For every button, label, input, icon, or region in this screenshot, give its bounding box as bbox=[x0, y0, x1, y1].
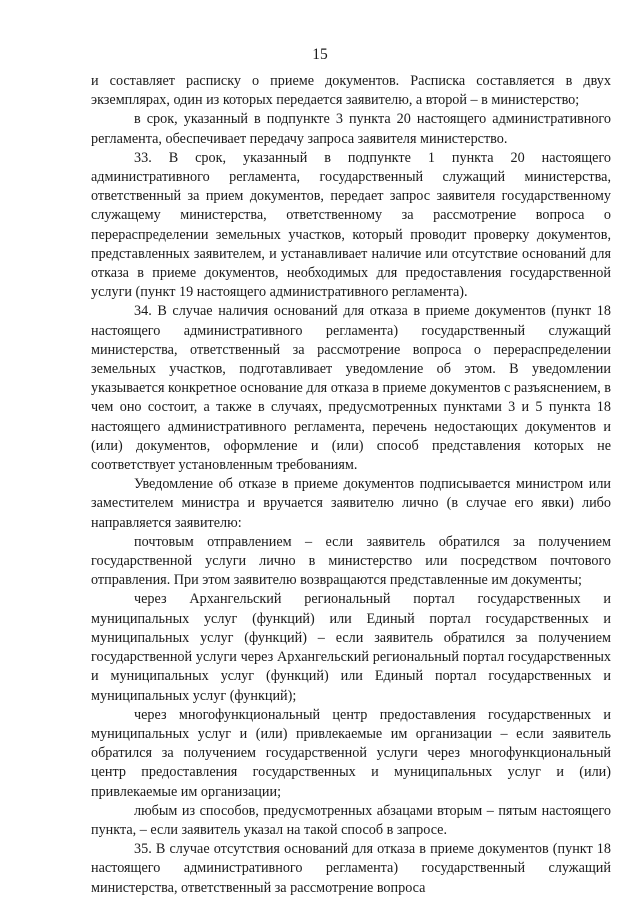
paragraph-item-35: 35. В случае отсутствия оснований для отказа в приеме документов (пункт 18 настоящего административного регламента) государственный служащий министерства, ответственный за рассмотрение вопроса bbox=[91, 841, 611, 896]
paragraph-postal-delivery: почтовым отправлением – если заявитель обратился за получением государственной услуги лично в министерство или посредством почтового отправления. При этом заявителю возвращаются представленные им документы; bbox=[91, 533, 611, 589]
paragraph-mfc-delivery: через многофункциональный центр предоставления государственных и муниципальных услуг и (или) привлекаемые им организации – если заявитель обратился за получением государственной услуги через многофункциональный центр предоставления государственных и муниципальных услуг и (или) привлекаемые им организации; bbox=[91, 706, 611, 800]
paragraph-any-method: любым из способов, предусмотренных абзацами вторым – пятым настоящего пункта, – если заявитель указал на такой способ в запросе. bbox=[91, 802, 611, 838]
paragraph-item-33: 33. В срок, указанный в подпункте 1 пункта 20 настоящего административного регламента, государственный служащий министерства, ответственный за прием документов, передает запрос заявителя государственному служащему министерства, ответственному за рассмотрение вопроса о перераспределении земельных участков, который проводит проверку документов, представленных заявителем, и устанавливает наличие или отсутствие оснований для отказа в приеме документов, необходимых для предоставления государственной услуги (пункт 19 настоящего административного регламента). bbox=[91, 149, 611, 301]
paragraph-portal-delivery: через Архангельский региональный портал государственных и муниципальных услуг (функций) или Единый портал государственных и муниципальных услуг (функций) – если заявитель обратился за получением государственной услуги через Архангельский региональный портал государственных и муниципальных услуг (функций) или Единый портал государственных и муниципальных услуг (функций); bbox=[91, 591, 611, 704]
page-number: 15 bbox=[312, 46, 328, 63]
paragraph-continuation: и составляет расписку о приеме документов. Расписка составляется в двух экземплярах, один из которых передается заявителю, а второй – в министерство; bbox=[91, 73, 611, 109]
paragraph-transfer-request: в срок, указанный в подпункте 3 пункта 20 настоящего административного регламента, обеспечивает передачу запроса заявителя министерство. bbox=[91, 111, 611, 147]
document-body bbox=[91, 72, 611, 898]
paragraph-item-34: 34. В случае наличия оснований для отказа в приеме документов (пункт 18 настоящего административного регламента) государственный служащий министерства, ответственный за рассмотрение вопроса о перераспределении земельных участков, подготавливает уведомление об этом. В уведомлении указывается конкретное основание для отказа в приеме документов с разъяснением, в чем оно состоит, а также в случаях, предусмотренных пунктами 3 и 5 пункта 18 настоящего административного регламента, перечень недостающих документов и (или) документов, оформление и (или) способ представления которых не соответствует установленным требованиям. bbox=[91, 303, 611, 474]
paragraph-refusal-notice: Уведомление об отказе в приеме документов подписывается министром или заместителем министра и вручается заявителю лично (в случае его явки) либо направляется заявителю: bbox=[91, 476, 611, 531]
